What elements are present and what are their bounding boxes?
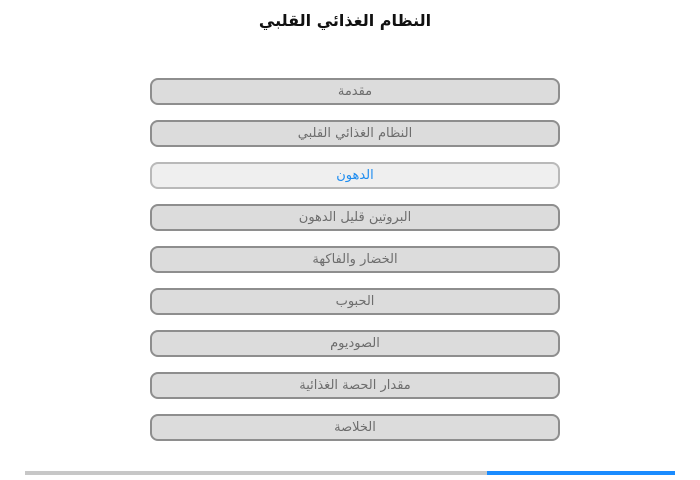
menu-item-grains[interactable]: الحبوب (150, 288, 560, 315)
page-title: النظام الغذائي القلبي (258, 11, 432, 30)
menu-item-vegetables-fruits[interactable]: الخضار والفاكهة (150, 246, 560, 273)
menu-item-sodium[interactable]: الصوديوم (150, 330, 560, 357)
menu-item-introduction[interactable]: مقدمة (150, 78, 560, 105)
menu-item-heart-diet[interactable]: النظام الغذائي القلبي (150, 120, 560, 147)
menu-item-fats[interactable]: الدهون (150, 162, 560, 189)
chapter-menu (150, 78, 560, 456)
menu-item-portion-size[interactable]: مقدار الحصة الغذائية (150, 372, 560, 399)
progress-bar (25, 471, 675, 475)
menu-item-summary[interactable]: الخلاصة (150, 414, 560, 441)
progress-bar-fill (487, 471, 676, 475)
menu-item-lean-protein[interactable]: البروتين قليل الدهون (150, 204, 560, 231)
